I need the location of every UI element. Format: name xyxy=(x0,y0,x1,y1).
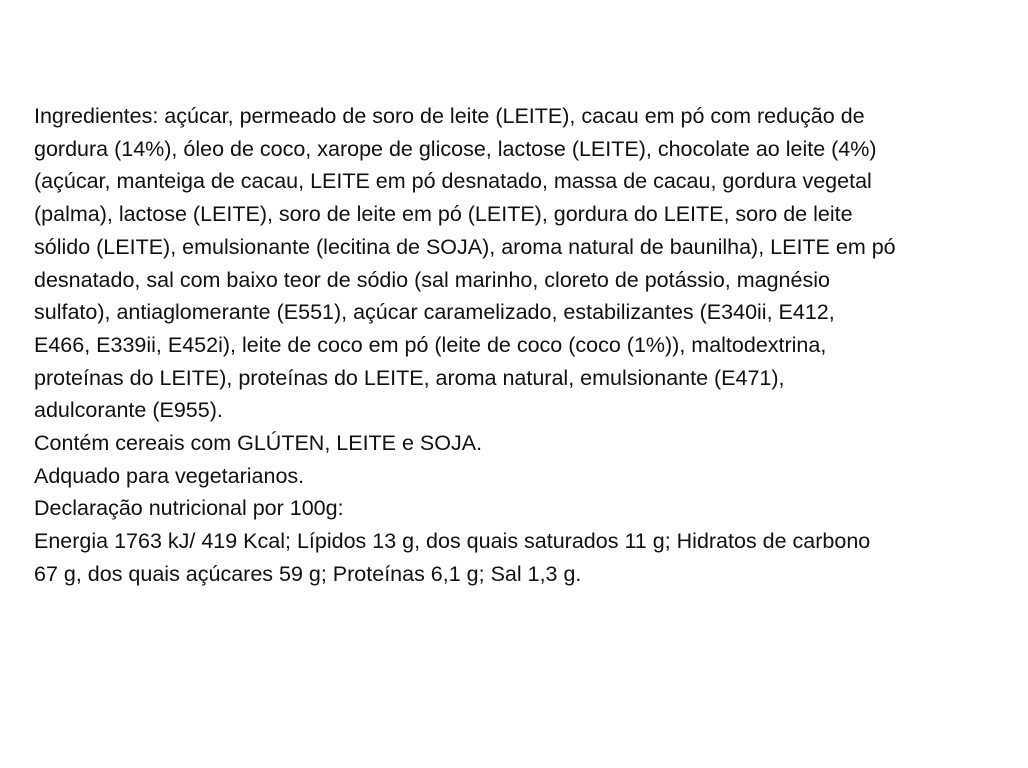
ingredients-line: sulfato), antiaglomerante (E551), açúcar caramelizado, estabilizantes (E340ii, E412, xyxy=(34,300,835,325)
ingredients-document xyxy=(34,100,1014,591)
ingredients-line: proteínas do LEITE), proteínas do LEITE, aroma natural, emulsionante (E471), xyxy=(34,365,785,390)
ingredients-line: adulcorante (E955). xyxy=(34,398,223,423)
ingredients-line: (palma), lactose (LEITE), soro de leite em pó (LEITE), gordura do LEITE, soro de leite xyxy=(34,202,853,227)
ingredients-line: E466, E339ii, E452i), leite de coco em pó (leite de coco (coco (1%)), maltodextrina, xyxy=(34,332,827,357)
ingredients-line: Ingredientes: açúcar, permeado de soro de leite (LEITE), cacau em pó com redução de xyxy=(34,104,865,128)
nutrition-values-line: Energia 1763 kJ/ 419 Kcal; Lípidos 13 g, dos quais saturados 11 g; Hidratos de carbono xyxy=(34,529,871,554)
vegetarian-statement: Adquado para vegetarianos. xyxy=(34,463,305,488)
ingredients-line: gordura (14%), óleo de coco, xarope de glicose, lactose (LEITE), chocolate ao leite (4%) xyxy=(34,136,877,161)
ingredients-line: desnatado, sal com baixo teor de sódio (sal marinho, cloreto de potássio, magnésio xyxy=(34,267,830,292)
nutrition-heading: Declaração nutricional por 100g: xyxy=(34,496,344,521)
allergen-statement: Contém cereais com GLÚTEN, LEITE e SOJA. xyxy=(34,431,483,456)
nutrition-values-line: 67 g, dos quais açúcares 59 g; Proteínas 6,1 g; Sal 1,3 g. xyxy=(34,561,582,586)
ingredients-line: sólido (LEITE), emulsionante (lecitina de SOJA), aroma natural de baunilha), LEITE em pó xyxy=(34,234,896,259)
ingredients-line: (açúcar, manteiga de cacau, LEITE em pó desnatado, massa de cacau, gordura vegetal xyxy=(34,169,872,194)
